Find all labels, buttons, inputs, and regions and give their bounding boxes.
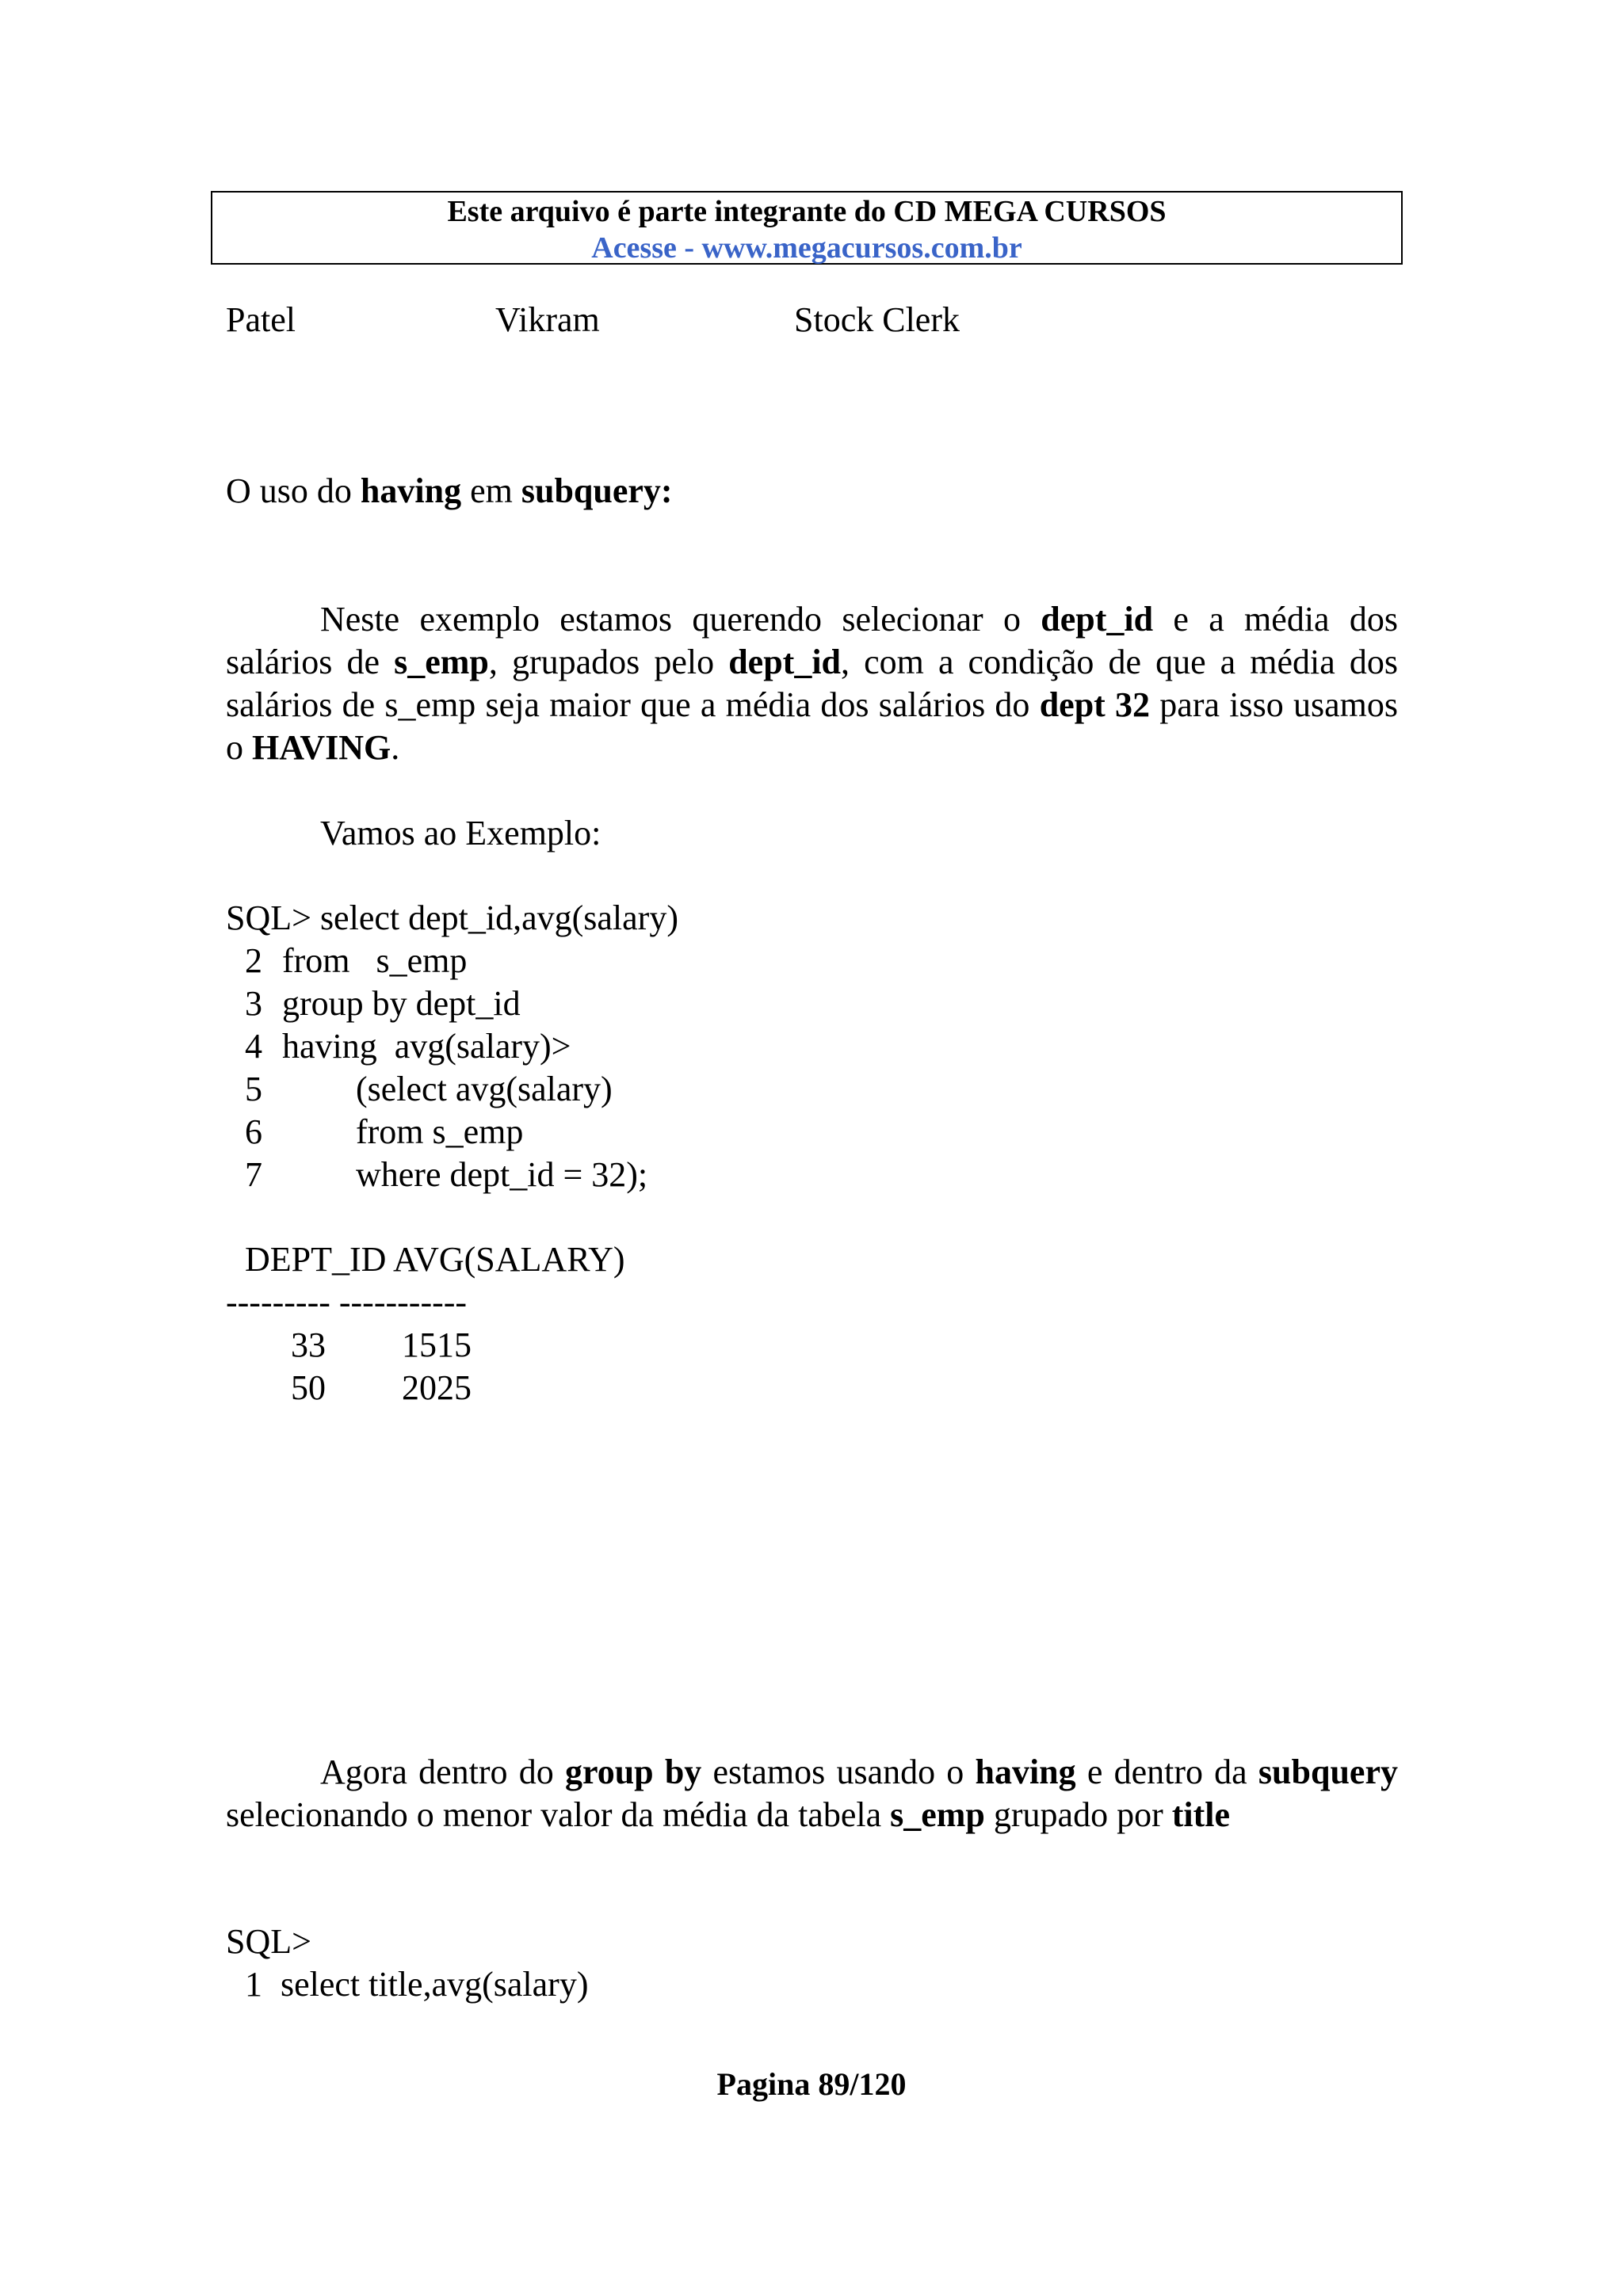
sql-line-number: 7 (245, 1155, 262, 1194)
sql-line-text: from s_emp (282, 941, 468, 980)
explanation-paragraph: Neste exemplo estamos querendo selecionar o dept_id e a média dos salários de s_emp, grupados pelo dept_id, com a condição de que a média dos salários de s_emp seja maior que a média dos salários do dept 32 para isso usamos o HAVING. (226, 600, 1398, 767)
page-number-footer: Pagina 89/120 (716, 2066, 907, 2102)
document-header-box (211, 191, 1403, 265)
sql-prompt-line: SQL> select dept_id,avg(salary) (226, 898, 678, 937)
employee-title: Stock Clerk (794, 300, 960, 339)
header-title: Este arquivo é parte integrante do CD MEGA CURSOS (447, 195, 1167, 228)
sql-line-number: 6 (245, 1112, 262, 1151)
sql-line-number: 5 (245, 1070, 262, 1108)
employee-last-name: Patel (226, 300, 296, 339)
result-dept-id: 50 (291, 1368, 326, 1407)
example-intro: Vamos ao Exemplo: (320, 814, 601, 852)
group-by-paragraph: Agora dentro do group by estamos usando o having e dentro da subquery selecionando o menor valor da média da tabela s_emp grupado por title (226, 1753, 1398, 1834)
sql-line-number: 1 (245, 1965, 262, 2004)
result-dept-id: 33 (291, 1325, 326, 1364)
sql-line-text: (select avg(salary) (356, 1070, 613, 1108)
sql-prompt: SQL> (226, 1922, 311, 1961)
sql-line-text: where dept_id = 32); (356, 1155, 648, 1194)
employee-first-name: Vikram (495, 300, 600, 339)
result-column-headers: DEPT_ID AVG(SALARY) (245, 1240, 625, 1279)
result-avg-salary: 2025 (402, 1368, 472, 1407)
sql-line-text: group by dept_id (282, 984, 521, 1023)
sql-line-number: 2 (245, 941, 262, 980)
section-heading: O uso do having em subquery: (226, 471, 673, 510)
sql-line-number: 4 (245, 1027, 262, 1066)
sql-line-text: from s_emp (356, 1112, 524, 1151)
sql-line-number: 3 (245, 984, 262, 1023)
header-website-link[interactable]: Acesse - www.megacursos.com.br (591, 231, 1022, 265)
sql-line-text: select title,avg(salary) (281, 1965, 589, 2004)
result-separator: --------- ----------- (226, 1283, 468, 1322)
result-avg-salary: 1515 (402, 1325, 472, 1364)
sql-line-text: having avg(salary)> (282, 1027, 571, 1066)
